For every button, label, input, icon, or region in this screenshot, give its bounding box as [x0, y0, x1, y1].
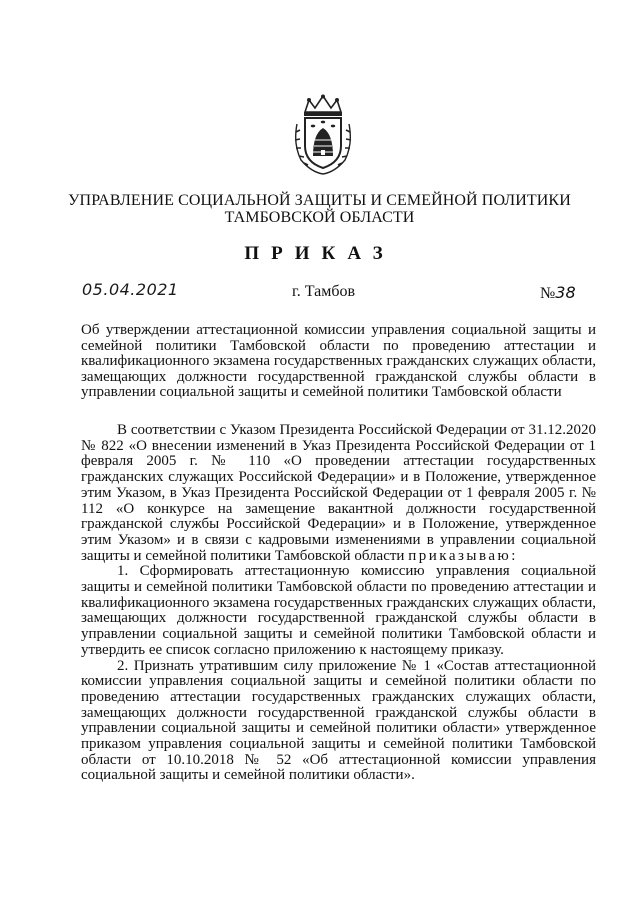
clause-2: 2. Признать утратившим силу приложение № 1 «Состав аттестационной комиссии управления социальной защиты и семейной политики области по проведению аттестации государственных гражданских служащих области, замещающих должности государственной гражданской службы области в управлении социальной защиты и семейной политики области» утвержденное приказом управления социальной защиты и семейной политики Тамбовской области от 10.10.2018 № 52 «Об аттестационной комиссии управления социальной защиты и семейной политики области». [81, 657, 596, 784]
number-value: 38 [555, 283, 576, 302]
number-sign: № [540, 285, 556, 302]
document-city: г. Тамбов [292, 283, 356, 300]
document-body [81, 423, 596, 784]
document-number [540, 283, 576, 303]
organization-name-line1: УПРАВЛЕНИЕ СОЦИАЛЬНОЙ ЗАЩИТЫ И СЕМЕЙНОЙ ПОЛИТИКИ [68, 192, 571, 209]
order-word: приказываю: [408, 547, 518, 564]
preamble-text: В соответствии с Указом Президента Российской Федерации от 31.12.2020 № 822 «О внесении изменений в Указ Президента Российской Федерации от 1 февраля 2005 г. № 110 «О проведении аттестации государственных гражданских служащих Российской Федерации» и в Положение, утвержденное этим Указом, в Указ Президента Российской Федерации от 1 февраля 2005 г. № 112 «О конкурсе на замещение вакантной должности государственной гражданской службы Российской Федерации» и в Положение, утвержденное этим Указом» и в связи с кадровыми изменениями в управлении социальной защиты и семейной политики Тамбовской области [81, 422, 596, 564]
document-title: Об утверждении аттестационной комиссии управления социальной защиты и семейной политики Тамбовской области по проведению аттестации и квалификационного экзамена государственных гражданских служащих области, замещающих должности государственной гражданской службы области в управлении социальной защиты и семейной политики Тамбовской области [81, 322, 596, 401]
clause-1: 1. Сформировать аттестационную комиссию управления социальной защиты и семейной политики Тамбовской области по проведению аттестации и квалификационного экзамена государственных гражданских служащих области, замещающих должности государственной гражданской службы области в управлении социальной защиты и семейной политики Тамбовской области и утвердить ее список согласно приложению к настоящему приказу. [81, 563, 596, 658]
document-date: 05.04.2021 [82, 280, 179, 299]
preamble-paragraph [81, 423, 596, 564]
tambov-coat-of-arms-icon [291, 94, 355, 176]
organization-name-line2: ТАМБОВСКОЙ ОБЛАСТИ [224, 209, 415, 226]
document-type-heading: ПРИКАЗ [244, 243, 395, 264]
